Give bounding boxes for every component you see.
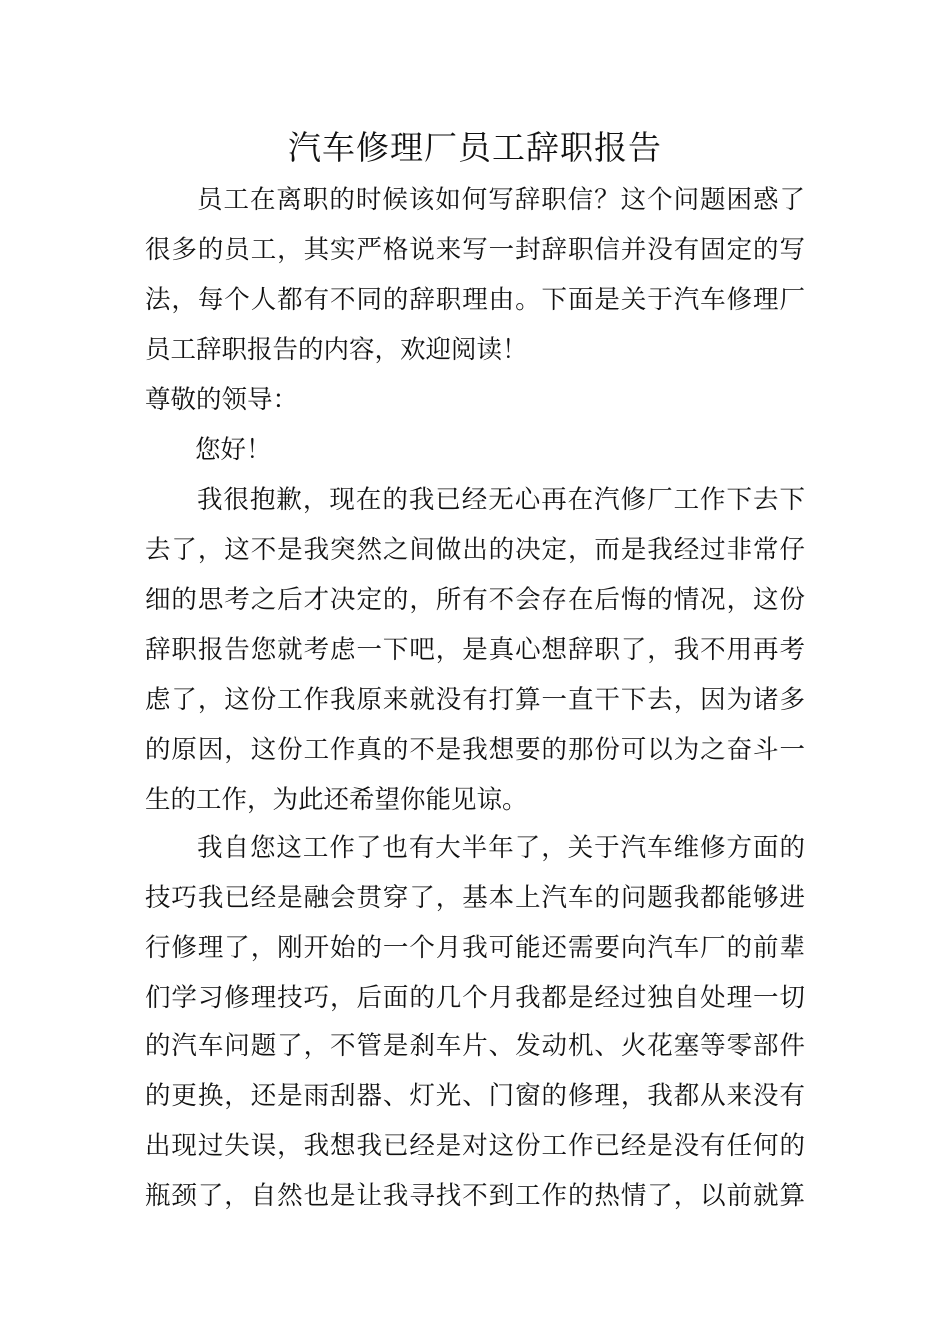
paragraph-line: 的原因，这份工作真的不是我想要的那份可以为之奋斗一	[145, 735, 805, 765]
document-title: 汽车修理厂员工辞职报告	[288, 128, 662, 167]
paragraph-line: 们学习修理技巧，后面的几个月我都是经过独自处理一切	[145, 983, 805, 1013]
paragraph-line: 的更换，还是雨刮器、灯光、门窗的修理，我都从来没有	[145, 1081, 805, 1111]
paragraph-line: 我自您这工作了也有大半年了，关于汽车维修方面的	[197, 833, 805, 863]
paragraph-line: 瓶颈了，自然也是让我寻找不到工作的热情了，以前就算	[145, 1181, 805, 1211]
paragraph-line: 很多的员工，其实严格说来写一封辞职信并没有固定的写	[145, 235, 805, 265]
paragraph-line: 去了，这不是我突然之间做出的决定，而是我经过非常仔	[145, 535, 805, 565]
paragraph-line: 辞职报告您就考虑一下吧，是真心想辞职了，我不用再考	[145, 635, 805, 665]
greeting: 您好！	[195, 435, 272, 465]
salutation: 尊敬的领导：	[145, 385, 299, 415]
paragraph-line: 员工在离职的时候该如何写辞职信？这个问题困惑了	[197, 185, 805, 215]
paragraph-line: 细的思考之后才决定的，所有不会存在后悔的情况，这份	[145, 585, 805, 615]
paragraph-line: 行修理了，刚开始的一个月我可能还需要向汽车厂的前辈	[145, 933, 805, 963]
paragraph-line: 员工辞职报告的内容，欢迎阅读！	[145, 335, 528, 365]
paragraph-line: 技巧我已经是融会贯穿了，基本上汽车的问题我都能够进	[145, 883, 805, 913]
paragraph-line: 法，每个人都有不同的辞职理由。下面是关于汽车修理厂	[145, 285, 805, 315]
paragraph-line: 出现过失误，我想我已经是对这份工作已经是没有任何的	[145, 1131, 805, 1161]
paragraph-line: 的汽车问题了，不管是刹车片、发动机、火花塞等零部件	[145, 1031, 805, 1061]
paragraph-line: 我很抱歉，现在的我已经无心再在汽修厂工作下去下	[197, 485, 805, 515]
paragraph-line: 虑了，这份工作我原来就没有打算一直干下去，因为诸多	[145, 685, 805, 715]
paragraph-line: 生的工作，为此还希望你能见谅。	[145, 785, 528, 815]
